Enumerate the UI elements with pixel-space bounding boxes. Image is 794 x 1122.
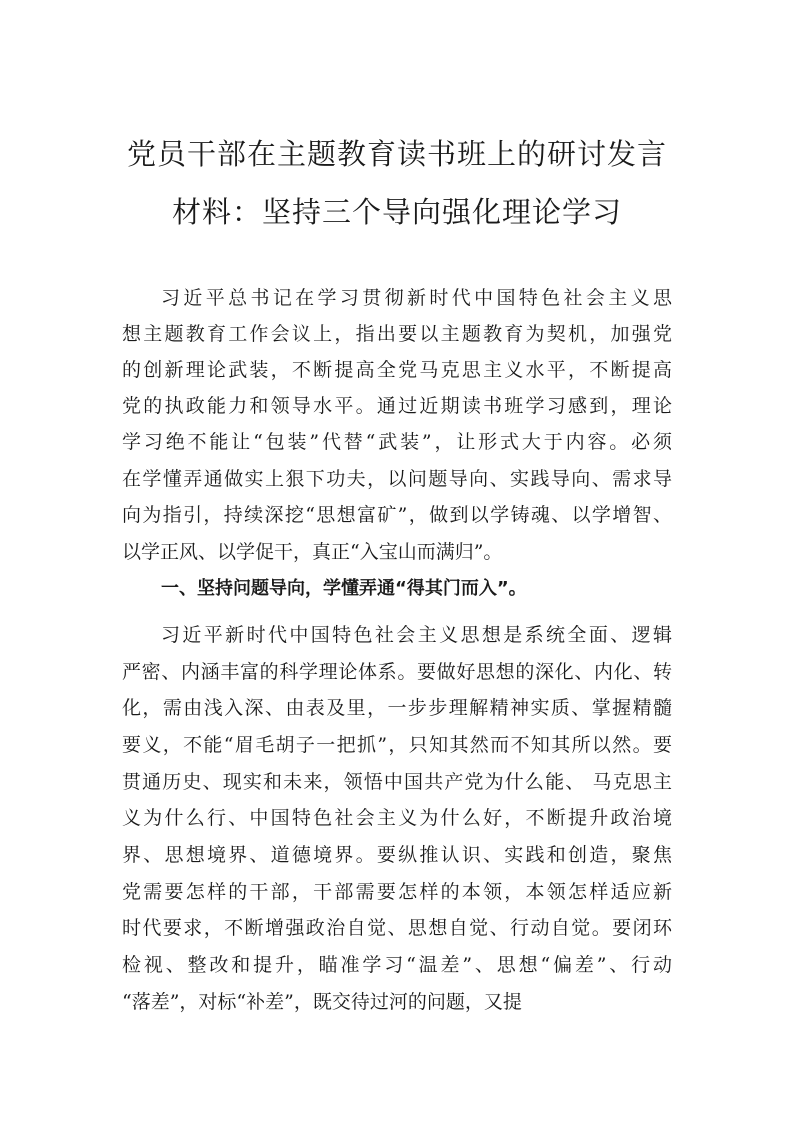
paragraph-2-line: “落差”，对标“补差”，既交待过河的问题，又提 bbox=[122, 991, 522, 1013]
paragraph-2-line: 时代要求，不断增强政治自觉、思想自觉、行动自觉。要闭环 bbox=[122, 917, 672, 939]
document-title-line-2: 材料：坚持三个导向强化理论学习 bbox=[171, 195, 622, 229]
paragraph-1-line: 想主题教育工作会议上，指出要以主题教育为契机，加强党 bbox=[122, 323, 672, 345]
paragraph-1-line: 向为指引，持续深挖“思想富矿”，做到以学铸魂、以学增智、 bbox=[122, 504, 672, 526]
section-heading-1: 一、坚持问题导向，学懂弄通“得其门而入”。 bbox=[161, 578, 527, 599]
paragraph-2-line: 要义，不能“眉毛胡子一把抓”，只知其然而不知其所以然。要 bbox=[122, 734, 672, 756]
paragraph-2-line: 检视、整改和提升，瞄准学习“温差”、思想“偏差”、行动 bbox=[122, 954, 672, 976]
document-title-line-1: 党员干部在主题教育读书班上的研讨发言 bbox=[126, 137, 667, 171]
paragraph-2-line: 习近平新时代中国特色社会主义思想是系统全面、逻辑 bbox=[161, 624, 672, 646]
paragraph-1-line: 习近平总书记在学习贯彻新时代中国特色社会主义思 bbox=[161, 287, 672, 309]
paragraph-2-line: 义为什么行、中国特色社会主义为什么好，不断提升政治境 bbox=[122, 807, 672, 829]
paragraph-2-line: 贯通历史、现实和未来，领悟中国共产党为什么能、 马克思主 bbox=[122, 771, 672, 793]
paragraph-2-line: 党需要怎样的干部，干部需要怎样的本领，本领怎样适应新 bbox=[122, 881, 672, 903]
paragraph-2-line: 严密、内涵丰富的科学理论体系。要做好思想的深化、内化、转 bbox=[122, 661, 672, 683]
paragraph-2-line: 化，需由浅入深、由表及里，一步步理解精神实质、掌握精髓 bbox=[122, 697, 672, 719]
paragraph-1-line: 的创新理论武装，不断提高全党马克思主义水平，不断提高 bbox=[122, 359, 672, 381]
paragraph-1-line: 以学正风、以学促干，真正“入宝山而满归”。 bbox=[122, 541, 503, 563]
paragraph-1-line: 党的执政能力和领导水平。通过近期读书班学习感到，理论 bbox=[122, 395, 672, 417]
paragraph-1-line: 学习绝不能让“包装”代替“武装”，让形式大于内容。必须 bbox=[122, 431, 672, 453]
paragraph-1-line: 在学懂弄通做实上狠下功夫，以问题导向、实践导向、需求导 bbox=[122, 468, 672, 490]
paragraph-2-line: 界、思想境界、道德境界。要纵推认识、实践和创造，聚焦 bbox=[122, 844, 672, 866]
